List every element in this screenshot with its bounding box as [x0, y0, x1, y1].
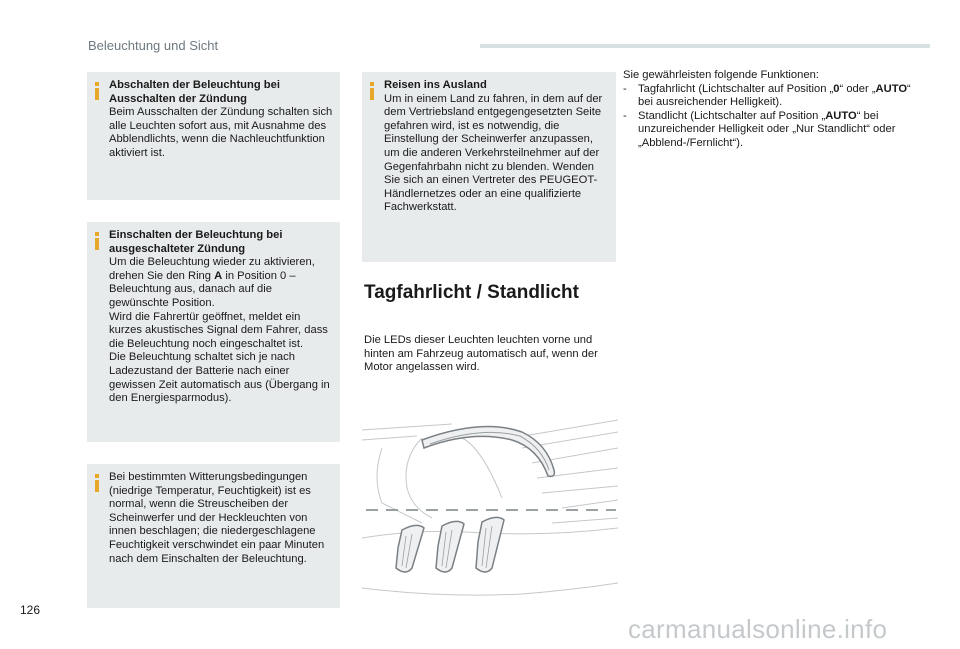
text-fragment: Tagfahrlicht (Lichtschalter auf Position „	[638, 82, 834, 95]
functions-intro: Sie gewährleisten folgende Funktionen:	[623, 69, 819, 81]
text-fragment: Um die Beleuchtung wieder zu aktivieren, drehen Sie den Ring	[109, 256, 315, 282]
header-divider	[480, 44, 930, 48]
section-body: Die LEDs dieser Leuchten leuchten vorne und hinten am Fahrzeug automatisch auf, wenn der Motor angelassen wird.	[364, 334, 598, 374]
info-box-text: Die Beleuchtung schaltet sich je nach Ladezustand der Batterie nach einer gewissen Zeit automatisch aus (Übergang in den Energiesparmodus).	[109, 351, 330, 405]
list-dash: -	[623, 109, 627, 122]
info-box-text: Bei bestimmten Witterungsbedingungen (niedrige Temperatur, Feuchtigkeit) ist es normal, wenn die Streuscheiben der Scheinwerfer und der Heckleuchten von innen beschlagen; die niedergeschlagene Feuchtigkeit verschwindet ein paar Minuten nach dem Einschalten der Beleuchtung.	[109, 471, 325, 565]
info-box-travel-abroad	[362, 72, 616, 262]
functions-list	[623, 69, 923, 151]
info-box-lights-on	[87, 222, 340, 442]
page-number: 126	[20, 603, 41, 617]
section-title: Tagfahrlicht / Standlicht	[364, 282, 579, 303]
info-box-text: Wird die Fahrertür geöffnet, meldet ein kurzes akustisches Signal dem Fahrer, dass die Beleuchtung noch eingeschaltet ist.	[109, 310, 328, 350]
text-fragment: “ bei ausreichender Helligkeit).	[638, 82, 911, 109]
list-dash: -	[623, 82, 627, 95]
info-box-title: Reisen ins Ausland	[384, 79, 487, 91]
list-item	[623, 110, 923, 151]
text-fragment: “ bei unzureichender Helligkeit oder „Nur Standlicht“ oder „Abblend-/Fernlicht“).	[638, 109, 896, 149]
info-box-content	[384, 79, 610, 215]
info-box-title: Einschalten der Beleuchtung bei ausgeschalteter Zündung	[109, 229, 283, 255]
info-box-text: Beim Ausschalten der Zündung schalten sich alle Leuchten sofort aus, mit Ausnahme des Abblendlichts, wenn die Nachleuchtfunktion aktiviert ist.	[109, 106, 333, 159]
ring-label: A	[214, 269, 223, 282]
position-label: AUTO	[875, 82, 908, 95]
info-icon	[95, 232, 101, 250]
info-box-content	[109, 471, 334, 566]
info-box-title: Abschalten der Beleuchtung bei Ausschalten der Zündung	[109, 79, 280, 105]
info-box-text: Um in einem Land zu fahren, in dem auf der dem Vertriebsland entgegengesetzten Seite gefahren wird, ist es notwendig, die Einstellung der Scheinwerfer anzupassen, um die anderen Verkehrsteilnehmer auf der Gegenfahrbahn nicht zu blenden. Wenden Sie sich an einen Vertreter des PEUGEOT-Händlernetzes oder an eine qualifizierte Fachwerkstatt.	[384, 92, 603, 214]
section-header: Beleuchtung und Sicht	[88, 38, 219, 53]
watermark: carmanualsonline.info	[628, 614, 888, 644]
info-icon	[95, 82, 101, 100]
text-fragment: in Position 0 – Beleuchtung aus, danach auf die gewünschte Position.	[109, 269, 296, 309]
led-lights-illustration	[362, 418, 618, 612]
info-box-lights-off	[87, 72, 340, 200]
list-item	[623, 83, 923, 110]
position-label: 0	[833, 82, 840, 95]
text-fragment: Standlicht (Lichtschalter auf Position „	[638, 109, 826, 122]
info-icon	[95, 474, 101, 492]
text-fragment: “ oder „	[839, 82, 876, 95]
info-box-text	[109, 256, 334, 310]
info-box-condensation	[87, 464, 340, 608]
info-box-content	[109, 229, 334, 406]
position-label: AUTO	[825, 109, 857, 122]
info-box-content	[109, 79, 334, 161]
info-icon	[370, 82, 376, 100]
